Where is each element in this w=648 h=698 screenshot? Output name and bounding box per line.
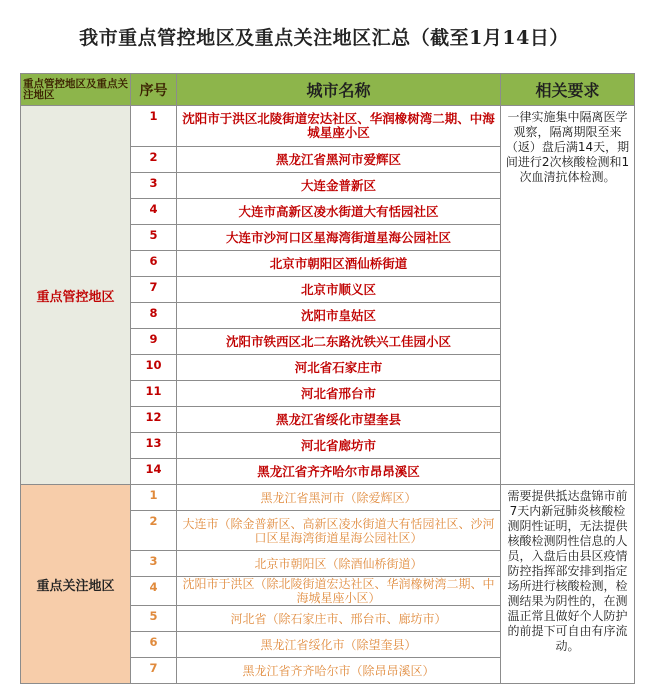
summary-table [20,73,635,684]
table-row [21,106,635,147]
row-number: 8 [131,303,177,329]
row-number: 4 [131,199,177,225]
row-number: 2 [131,511,177,551]
row-number: 2 [131,147,177,173]
row-number: 7 [131,277,177,303]
city-name: 黑龙江省绥化市（除望奎县） [177,632,501,658]
city-name: 黑龙江省黑河市爱辉区 [177,147,501,173]
row-number: 7 [131,658,177,684]
city-name: 黑龙江省齐齐哈尔市昂昂溪区 [177,459,501,485]
city-name: 沈阳市于洪区（除北陵街道宏达社区、华润橡树湾二期、中海城星座小区） [177,577,501,606]
city-name: 北京市朝阳区（除酒仙桥街道） [177,551,501,577]
row-number: 1 [131,485,177,511]
city-name: 大连市（除金普新区、高新区凌水街道大有恬园社区、沙河口区星海湾街道星海公园社区） [177,511,501,551]
header-row [21,74,635,106]
row-number: 6 [131,251,177,277]
city-name: 大连市沙河口区星海湾街道星海公园社区 [177,225,501,251]
city-name: 大连市高新区凌水街道大有恬园社区 [177,199,501,225]
header-category: 重点管控地区及重点关注地区 [21,74,131,106]
city-name: 黑龙江省黑河市（除爱辉区） [177,485,501,511]
row-number: 9 [131,329,177,355]
city-name: 黑龙江省绥化市望奎县 [177,407,501,433]
city-name: 沈阳市铁西区北二东路沈铁兴工佳园小区 [177,329,501,355]
table-row [21,485,635,511]
city-name: 河北省石家庄市 [177,355,501,381]
requirement-control: 一律实施集中隔离医学观察，隔离期限至来（返）盘后满14天，期间进行2次核酸检测和1次血清抗体检测。 [501,106,635,485]
city-name: 北京市顺义区 [177,277,501,303]
city-name: 黑龙江省齐齐哈尔市（除昂昂溪区） [177,658,501,684]
header-requirement: 相关要求 [501,74,635,106]
row-number: 5 [131,606,177,632]
category-control: 重点管控地区 [21,106,131,485]
header-city: 城市名称 [177,74,501,106]
row-number: 5 [131,225,177,251]
city-name: 河北省廊坊市 [177,433,501,459]
city-name: 河北省邢台市 [177,381,501,407]
city-name: 沈阳市皇姑区 [177,303,501,329]
row-number: 14 [131,459,177,485]
city-name: 河北省（除石家庄市、邢台市、廊坊市） [177,606,501,632]
category-focus: 重点关注地区 [21,485,131,684]
row-number: 10 [131,355,177,381]
row-number: 4 [131,577,177,606]
row-number: 11 [131,381,177,407]
city-name: 北京市朝阳区酒仙桥街道 [177,251,501,277]
row-number: 1 [131,106,177,147]
row-number: 3 [131,173,177,199]
city-name: 沈阳市于洪区北陵街道宏达社区、华润橡树湾二期、中海城星座小区 [177,106,501,147]
row-number: 13 [131,433,177,459]
header-number: 序号 [131,74,177,106]
row-number: 12 [131,407,177,433]
city-name: 大连金普新区 [177,173,501,199]
row-number: 6 [131,632,177,658]
row-number: 3 [131,551,177,577]
page-title: 我市重点管控地区及重点关注地区汇总（截至1月14日） [79,26,569,49]
requirement-focus: 需要提供抵达盘锦市前7天内新冠肺炎核酸检测阴性证明，无法提供核酸检测阴性信息的人员，入盘后由县区疫情防控指挥部安排到指定场所进行核酸检测，检测结果为阴性的，在测温正常且做好个人防护的前提下可自由有序流动。 [501,485,635,684]
